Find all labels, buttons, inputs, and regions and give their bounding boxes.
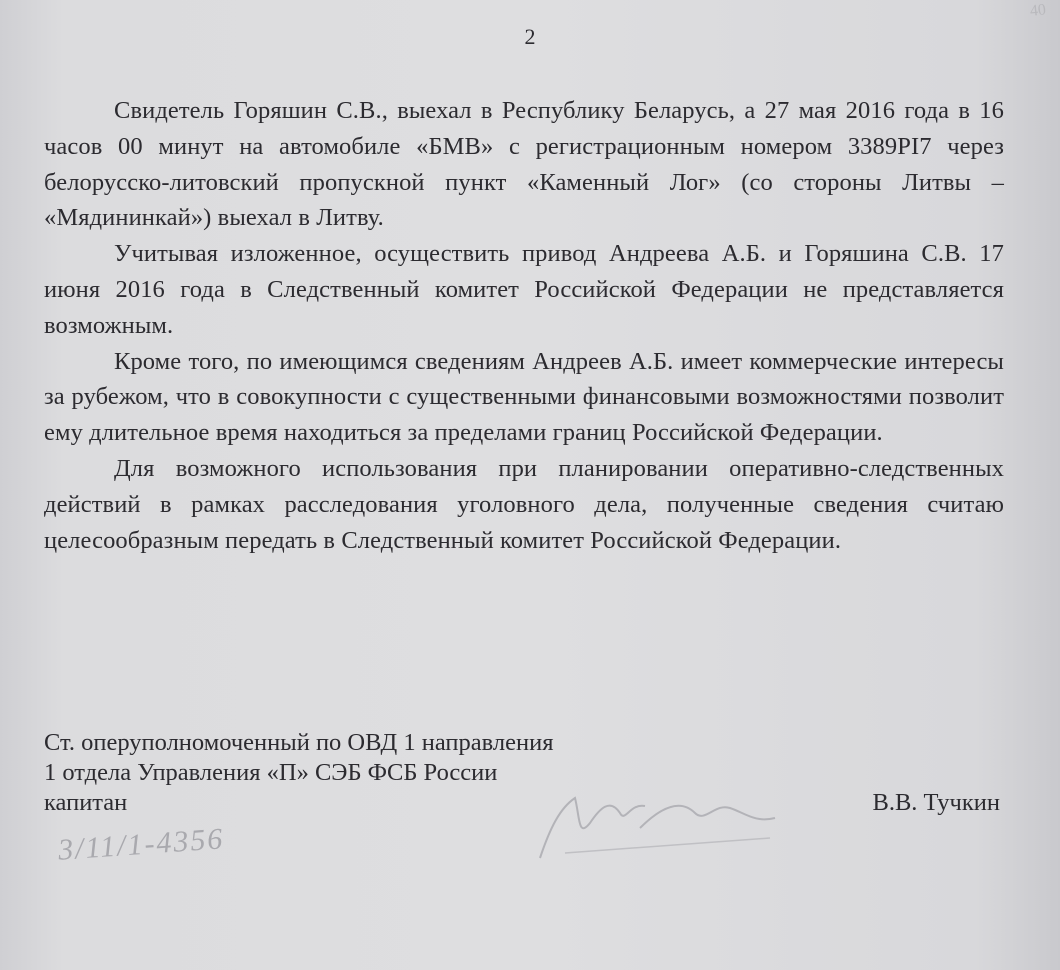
handwritten-registration-number: 3/11/1-4356 bbox=[57, 822, 226, 867]
signer-position-line-1: Ст. оперуполномоченный по ОВД 1 направления bbox=[44, 729, 554, 756]
paragraph-transfer-information: Для возможного использования при планировании оперативно-следственных действий в рамках расследования уголовного дела, полученные сведения считаю целесообразным передать в Следственный комитет Российской Федерации. bbox=[44, 454, 1004, 554]
page-number: 2 bbox=[524, 24, 536, 49]
handwritten-signature bbox=[520, 768, 800, 878]
signer-position-line-2: 1 отдела Управления «П» СЭБ ФСБ России bbox=[44, 759, 498, 786]
signer-rank: капитан bbox=[44, 789, 128, 816]
paragraph-summons-impossible: Учитывая изложенное, осуществить привод Андреева А.Б. и Горяшина С.В. 17 июня 2016 года в Следственный комитет Российской Федерации не представляется возможным. bbox=[44, 240, 1004, 339]
paragraph-witness-departure: Свидетель Горяшин С.В., выехал в Республику Беларусь, а 27 мая 2016 года в 16 часов 00 минут на автомобиле «БМВ» с регистрационным номером 3389PI7 через белорусско-литовский пропускной пункт «Каменный Лог» (со стороны Литвы – «Мядининкай») выехал в Литву. bbox=[44, 97, 1004, 232]
document-body bbox=[44, 93, 1004, 558]
corner-page-mark: 40 bbox=[1029, 1, 1047, 20]
signer-name: В.В. Тучкин bbox=[872, 789, 1000, 816]
paragraph-foreign-interests: Кроме того, по имеющимся сведениям Андреев А.Б. имеет коммерческие интересы за рубежом, что в совокупности с существенными финансовыми возможностями позволит ему длительное время находиться за пределами границ Российской Федерации. bbox=[44, 347, 1004, 447]
